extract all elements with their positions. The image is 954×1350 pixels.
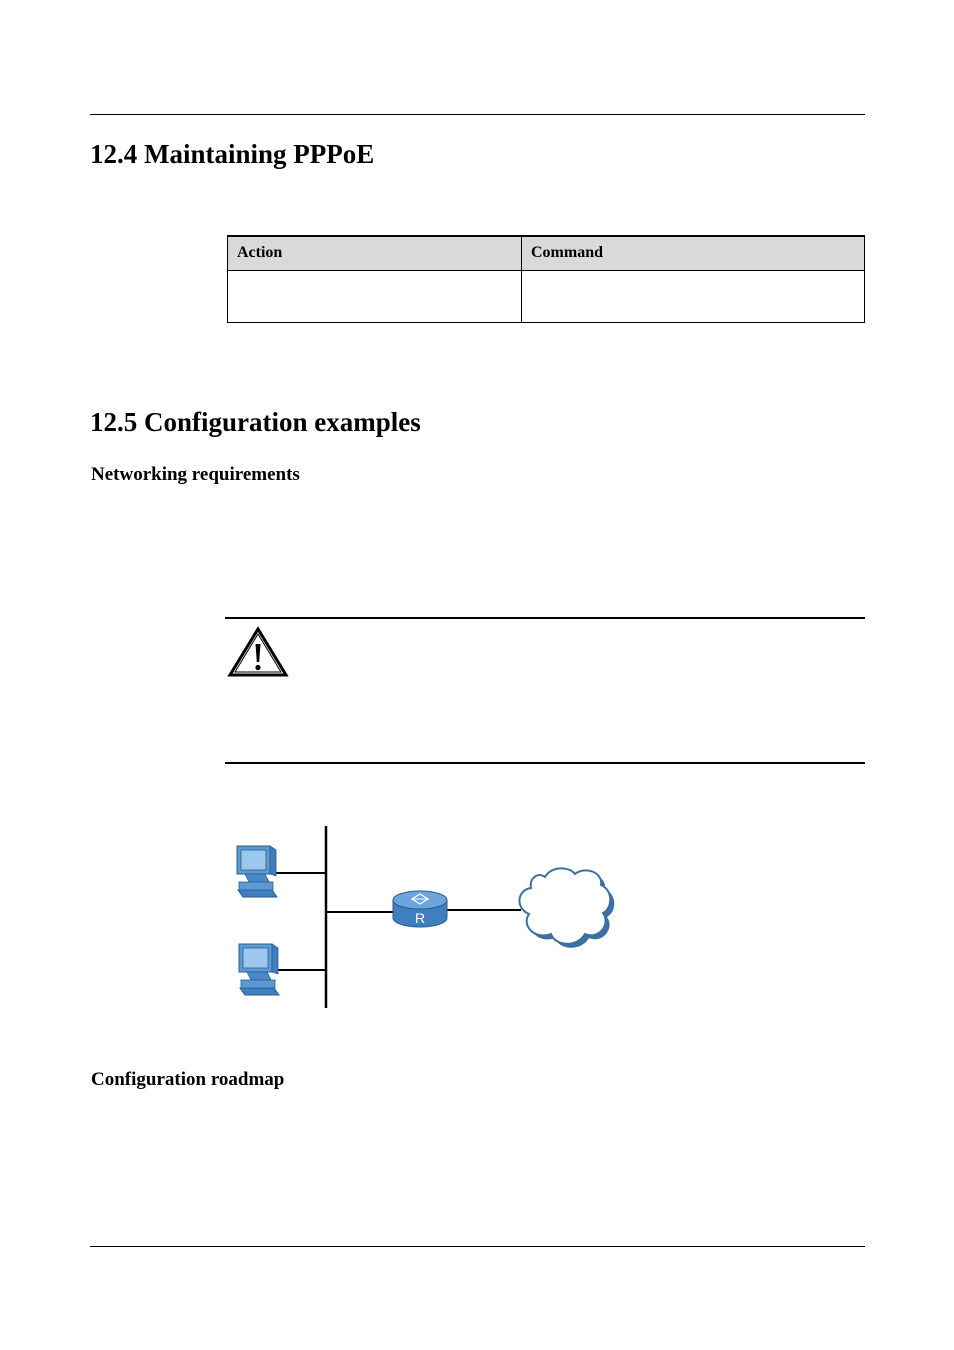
table-cell-command xyxy=(522,270,865,322)
table-header-row xyxy=(228,236,865,270)
caution-bottom-rule xyxy=(225,762,865,764)
cloud-icon xyxy=(519,868,614,947)
table-header-action: Action xyxy=(228,236,522,270)
section-title-configuration-examples: 12.5 Configuration examples xyxy=(90,407,421,437)
pc-icon xyxy=(239,944,279,995)
router-icon xyxy=(393,891,447,927)
pc-icon xyxy=(237,846,277,897)
command-table xyxy=(227,235,865,323)
warning-triangle-icon xyxy=(227,626,289,678)
subheading-networking-requirements: Networking requirements xyxy=(91,464,300,485)
router-label: R xyxy=(414,910,426,926)
network-topology-figure xyxy=(225,820,625,1015)
caution-top-rule xyxy=(225,617,865,619)
footer-rule xyxy=(90,1246,865,1247)
table-row xyxy=(228,270,865,322)
table-cell-action xyxy=(228,270,522,322)
section-title-maintaining-pppoe: 12.4 Maintaining PPPoE xyxy=(90,139,375,169)
subheading-configuration-roadmap: Configuration roadmap xyxy=(91,1069,285,1090)
header-rule xyxy=(90,114,865,115)
table-header-command: Command xyxy=(522,236,865,270)
